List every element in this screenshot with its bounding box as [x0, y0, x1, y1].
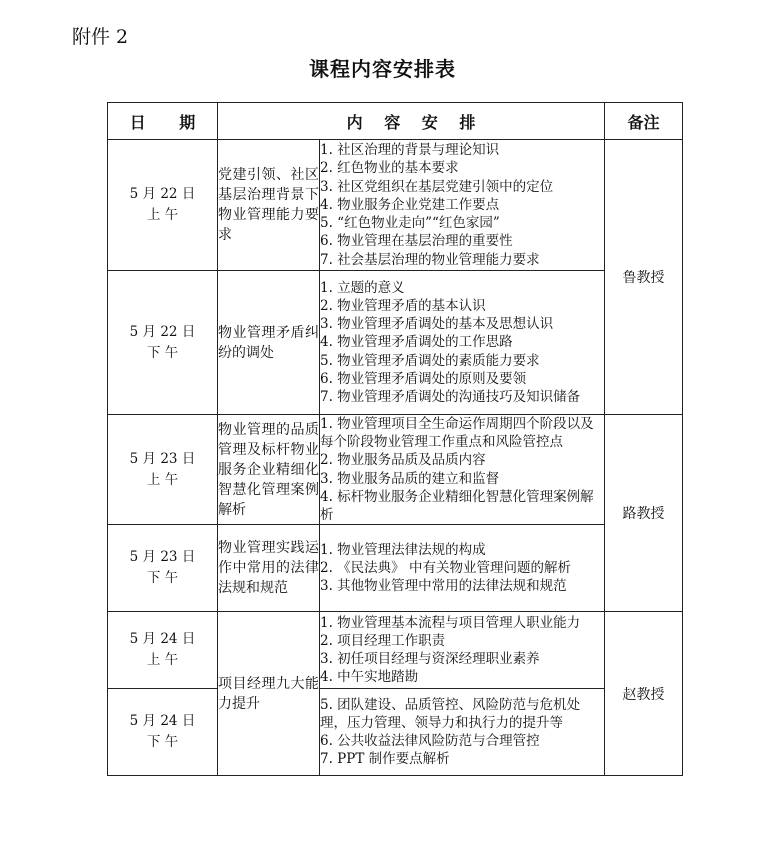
- content-cell: 5. 团队建设、品质管控、风险防范与危机处理，压力管理、领导力和执行力的提升等 6. 公共收益法律风险防范与合理管控 7. PPT 制作要点解析: [320, 689, 605, 776]
- content-cell: 1. 立题的意义 2. 物业管理矛盾的基本认识 3. 物业管理矛盾调处的基本及思想认识 4. 物业管理矛盾调处的工作思路 5. 物业管理矛盾调处的素质能力要求 6. 物业管理矛盾调处的原则及要领 7. 物业管理矛盾调处的沟通技巧及知识储备: [320, 271, 605, 415]
- table-row: [108, 612, 683, 689]
- date-cell: 5 月 23 日 上 午: [108, 415, 218, 525]
- header-date: 日 期: [108, 103, 218, 140]
- content-cell: 1. 物业管理法律法规的构成 2. 《民法典》 中有关物业管理问题的解析 3. 其他物业管理中常用的法律法规和规范: [320, 525, 605, 612]
- note-cell: 赵教授: [605, 612, 683, 776]
- date-cell: 5 月 24 日 下 午: [108, 689, 218, 776]
- topic-cell: 物业管理矛盾纠纷的调处: [218, 271, 320, 415]
- topic-cell: 项目经理九大能力提升: [218, 612, 320, 776]
- note-cell: 路教授: [605, 415, 683, 612]
- content-cell: 1. 物业管理基本流程与项目管理人职业能力 2. 项目经理工作职责 3. 初任项目经理与资深经理职业素养 4. 中午实地踏勘: [320, 612, 605, 689]
- topic-cell: 物业管理的品质管理及标杆物业服务企业精细化智慧化管理案例解析: [218, 415, 320, 525]
- topic-cell: 物业管理实践运作中常用的法律法规和规范: [218, 525, 320, 612]
- table-row: [108, 415, 683, 525]
- content-cell: 1. 社区治理的背景与理论知识 2. 红色物业的基本要求 3. 社区党组织在基层党建引领中的定位 4. 物业服务企业党建工作要点 5. “红色物业走向”“红色家园” 6. 物业管理在基层治理的重要性 7. 社会基层治理的物业管理能力要求: [320, 140, 605, 271]
- date-cell: 5 月 23 日 下 午: [108, 525, 218, 612]
- topic-cell: 党建引领、社区基层治理背景下物业管理能力要求: [218, 140, 320, 271]
- date-cell: 5 月 22 日 下 午: [108, 271, 218, 415]
- table-row: [108, 140, 683, 271]
- content-cell: 1. 物业管理项目全生命运作周期四个阶段以及每个阶段物业管理工作重点和风险管控点 2. 物业服务品质及品质内容 3. 物业服务品质的建立和监督 4. 标杆物业服务企业精细化智慧化管理案例解析: [320, 415, 605, 525]
- table-row: [108, 525, 683, 612]
- attachment-label: 附件 2: [72, 26, 129, 48]
- date-cell: 5 月 24 日 上 午: [108, 612, 218, 689]
- header-note: 备注: [605, 103, 683, 140]
- date-cell: 5 月 22 日 上 午: [108, 140, 218, 271]
- header-content: 内 容 安 排: [218, 103, 605, 140]
- schedule-table: [107, 102, 683, 776]
- note-cell: 鲁教授: [605, 140, 683, 415]
- table-row: [108, 689, 683, 776]
- table-row: [108, 271, 683, 415]
- header-row: [108, 103, 683, 140]
- document-title: 课程内容安排表: [309, 57, 456, 81]
